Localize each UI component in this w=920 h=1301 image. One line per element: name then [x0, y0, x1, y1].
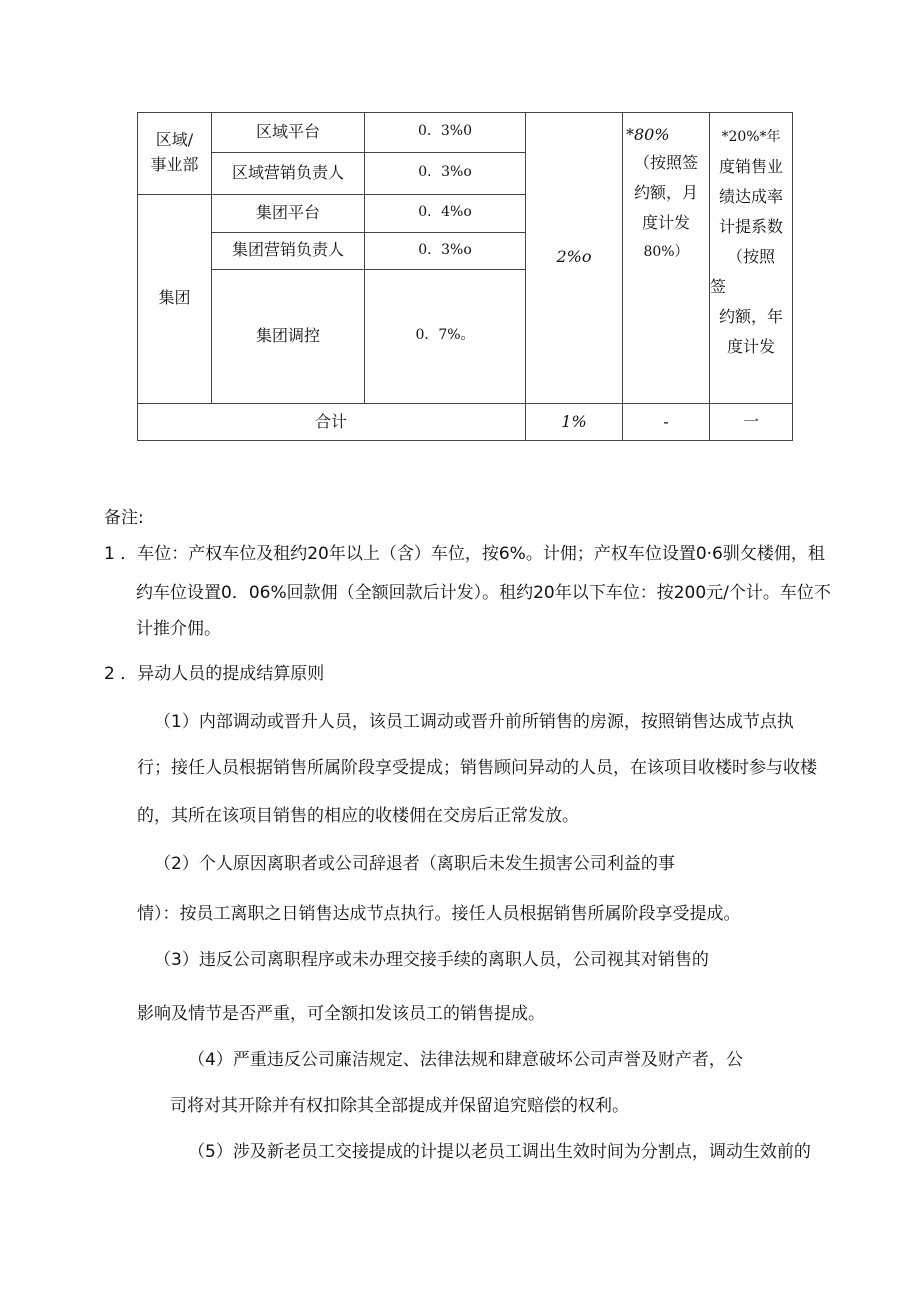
- annual-line: （按照: [726, 246, 775, 266]
- group-label-region: 区域/ 事业部: [150, 130, 199, 174]
- annual-payout-cell: [710, 124, 792, 362]
- notes-heading: 备注:: [104, 508, 144, 528]
- role-cell: 集团营销负责人: [231, 240, 344, 260]
- monthly-line: 约额，月: [633, 182, 698, 202]
- total-dash: -: [663, 411, 669, 431]
- role-cell: 区域平台: [255, 121, 320, 141]
- note-line: 计推介佣。: [136, 619, 221, 639]
- group-label-group: 集团: [158, 288, 191, 308]
- note-line: （3）违反公司离职程序或未办理交接手续的离职人员，公司视其对销售的: [154, 950, 709, 970]
- annual-line: 约额，年: [718, 306, 783, 326]
- rate-cell: 0．3%o: [418, 241, 472, 258]
- note-line: 情）：按员工离职之日销售达成节点执行。接任人员根据销售所属阶段享受提成。: [137, 904, 741, 924]
- monthly-payout-cell: [623, 122, 709, 268]
- total-value: 1%: [561, 411, 587, 431]
- role-cell: 集团平台: [255, 202, 320, 222]
- note-line: 司将对其开除并有权扣除其全部提成并保留追究赔偿的权利。: [170, 1096, 629, 1116]
- note-line: 约车位设置0．06%回款佣（全额回款后计发）。租约20年以下车位：按200元/个计。车位不: [136, 583, 831, 603]
- note-line: 1 ．车位：产权车位及租约20年以上（含）车位，按6%。计佣；产权车位设置0·6驯攵楼佣，租: [104, 544, 825, 564]
- annual-line: *20%*年: [721, 129, 781, 146]
- note-line: （5）涉及新老员工交接提成的计提以老员工调出生效时间为分割点，调动生效前的: [188, 1142, 811, 1162]
- total-dash: 一: [742, 411, 759, 431]
- monthly-line: 80%）: [643, 244, 689, 261]
- note-line: 2 ．异动人员的提成结算原则: [104, 664, 325, 684]
- annual-line: 度销售业: [718, 156, 783, 176]
- monthly-line: （按照签: [633, 152, 698, 172]
- note-line: （2）个人原因离职者或公司辞退者（离职后未发生损害公司利益的事: [154, 854, 675, 874]
- annual-line: 度计发: [726, 336, 775, 356]
- monthly-line: 度计发: [641, 212, 690, 232]
- table-border-right: [792, 112, 793, 441]
- note-line: 影响及情节是否严重，可全额扣发该员工的销售提成。: [137, 1004, 545, 1024]
- note-line: 的，其所在该项目销售的相应的收楼佣在交房后正常发放。: [137, 806, 579, 826]
- monthly-line: *80%: [626, 124, 670, 144]
- total-rate-cell: 2%o: [556, 247, 592, 267]
- annual-line: 绩达成率: [718, 186, 783, 206]
- total-label: 合计: [314, 411, 347, 431]
- note-line: （1）内部调动或晋升人员，该员工调动或晋升前所销售的房源，按照销售达成节点执: [154, 712, 794, 732]
- note-line: 行；接任人员根据销售所属阶段享受提成；销售顾问异动的人员，在该项目收楼时参与收楼: [137, 758, 817, 778]
- role-cell: 集团调控: [255, 325, 320, 345]
- note-line: （4）严重违反公司廉洁规定、法律法规和肆意破坏公司声誉及财产者，公: [188, 1050, 743, 1070]
- rate-cell: 0．4%o: [418, 204, 472, 221]
- rate-cell: 0．3%0: [417, 123, 473, 140]
- annual-line: 计提系数: [718, 216, 783, 236]
- table-border-bottom: [137, 440, 793, 441]
- role-cell: 区域营销负责人: [231, 162, 344, 182]
- rate-cell: 0．3%o: [418, 164, 472, 181]
- rate-cell: 0．7%。: [415, 327, 475, 344]
- annual-line: 签: [710, 276, 727, 296]
